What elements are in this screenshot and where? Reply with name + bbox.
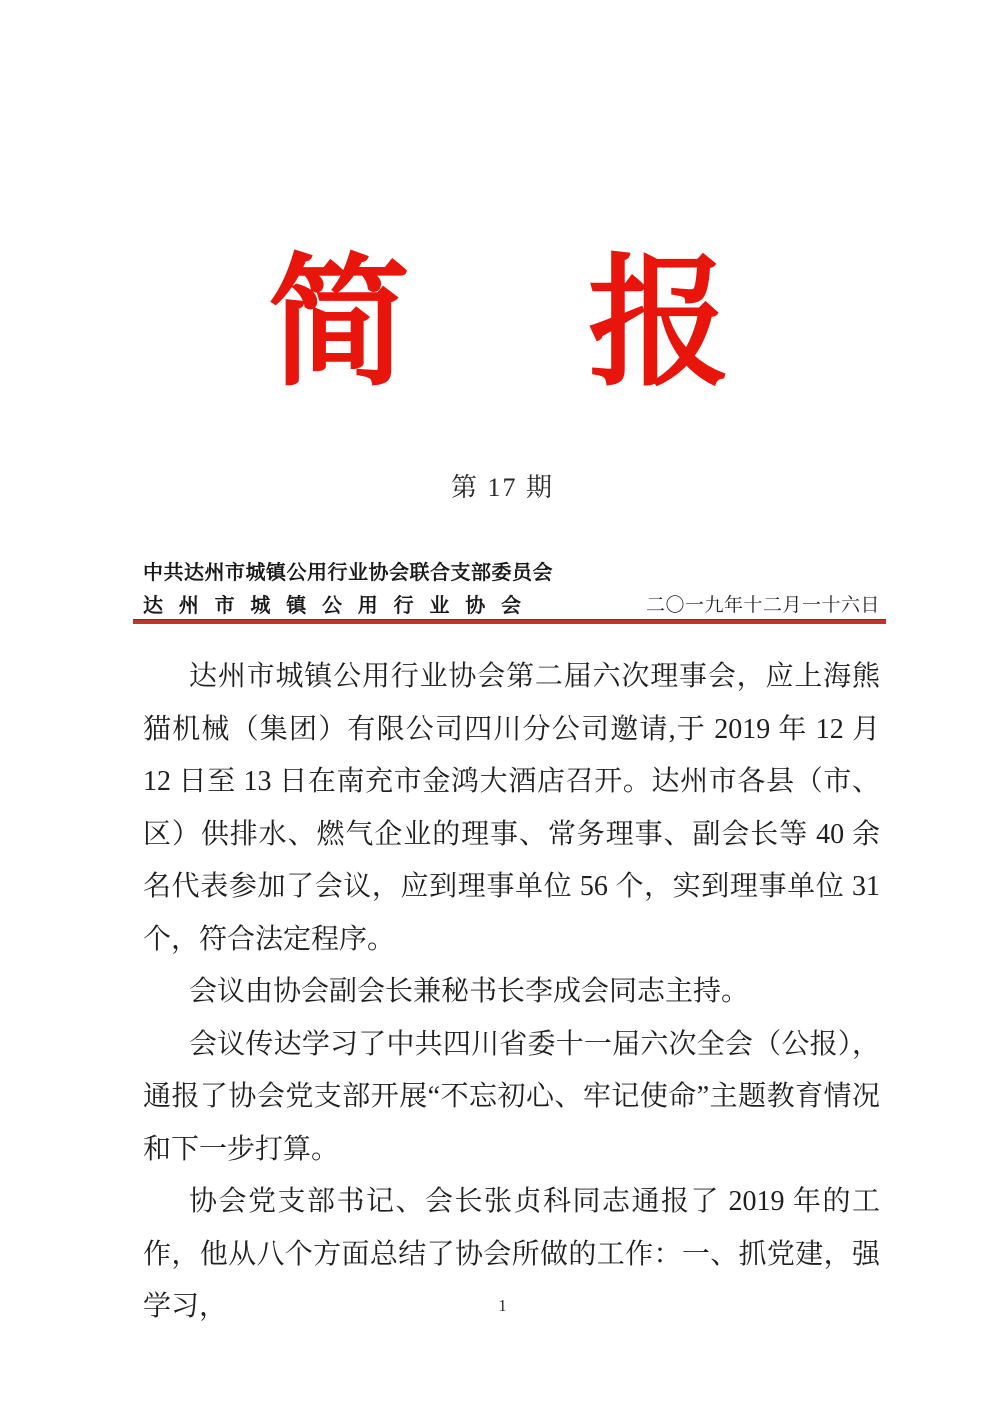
issuing-org-row (143, 594, 880, 618)
issue-date: 二〇一九年十二月一十六日 (645, 595, 880, 616)
issuing-org-line2: 达州市城镇公用行业协会 (143, 595, 521, 617)
issuing-org-line1: 中共达州市城镇公用行业协会联合支部委员会 (143, 562, 553, 584)
red-divider-line (133, 619, 886, 624)
masthead-char-right: 报 (588, 245, 730, 403)
header-block (143, 560, 880, 618)
masthead-char-left: 简 (268, 245, 410, 403)
masthead-title (268, 245, 730, 403)
body-paragraph: 协会党支部书记、会长张贞科同志通报了 2019 年的工作，他从八个方面总结了协会所做的工作：一、抓党建，强学习， (143, 1186, 880, 1322)
document-body (143, 651, 880, 1334)
body-paragraph: 达州市城镇公用行业协会第二届六次理事会，应上海熊猫机械（集团）有限公司四川分公司邀请,于 2019 年 12 月 12 日至 13 日在南充市金鸿大酒店召开。达州市各县（市、区）供排水、燃气企业的理事、常务理事、副会长等 40 余名代表参加了会议，应到理事单位 56 个，实到理事单位 31 个，符合法定程序。 (143, 661, 880, 955)
body-paragraph: 会议由协会副会长兼秘书长李成会同志主持。 (189, 976, 750, 1007)
page-number: 1 (498, 1296, 507, 1315)
body-paragraph: 会议传达学习了中共四川省委十一届六次全会（公报），通报了协会党支部开展“不忘初心、牢记使命”主题教育情况和下一步打算。 (143, 1028, 880, 1165)
issue-number: 第 17 期 (450, 473, 554, 502)
